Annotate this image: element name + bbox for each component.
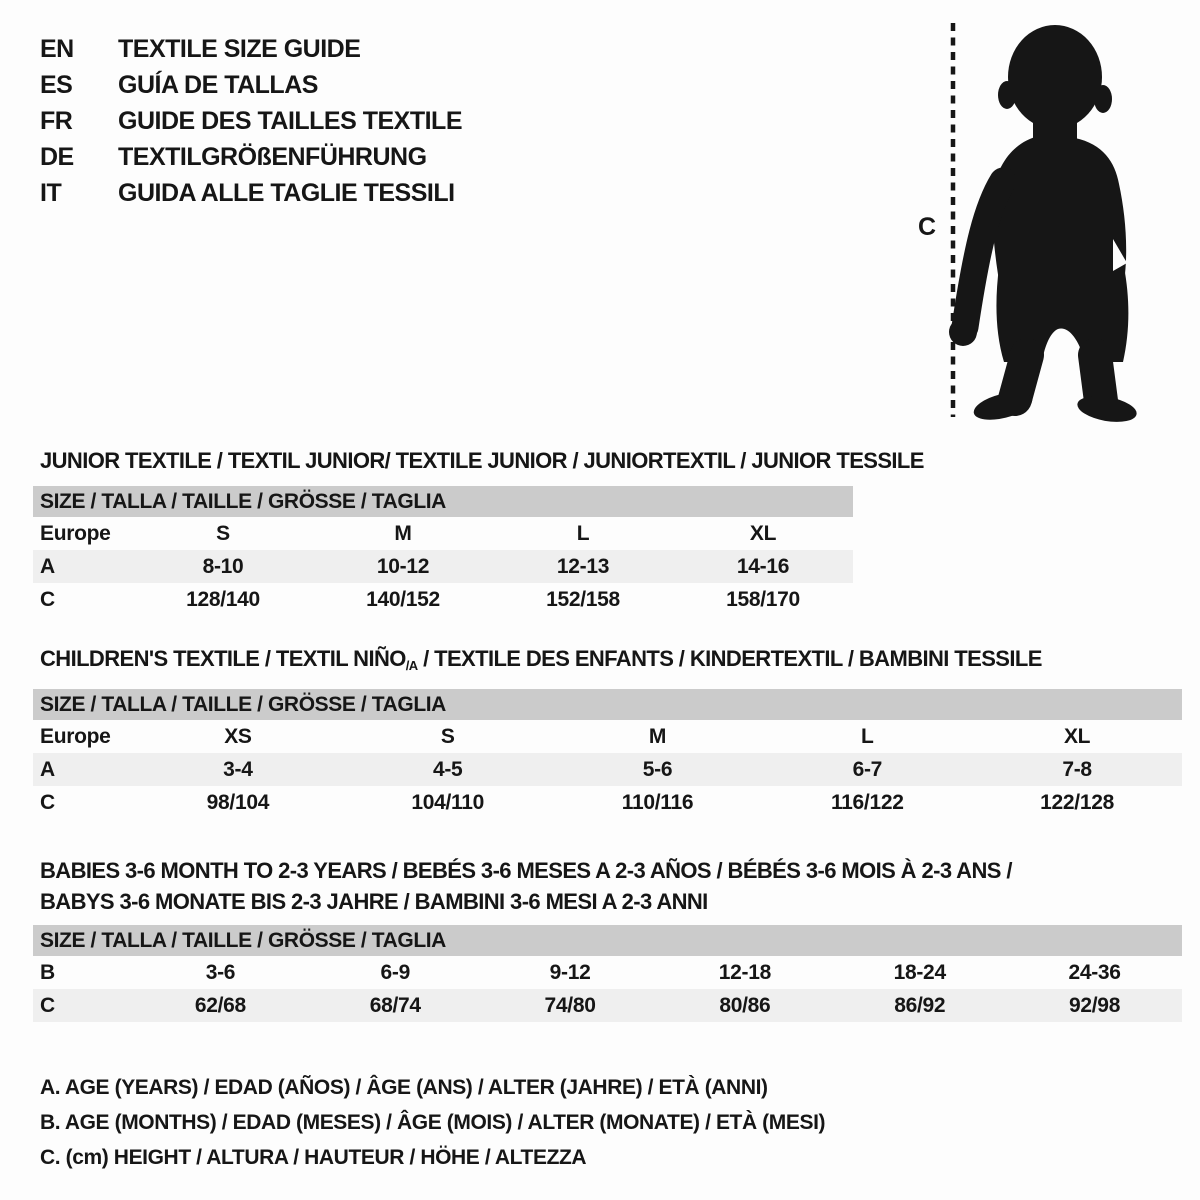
row-label: Europe xyxy=(40,724,111,748)
babies-section xyxy=(33,855,1200,1022)
language-row-en xyxy=(40,31,462,67)
language-code: FR xyxy=(40,107,73,135)
height-cell: 116/122 xyxy=(830,790,904,814)
page-header xyxy=(0,0,1200,440)
age-cell: 12-13 xyxy=(556,554,610,578)
size-header-bar: SIZE / TALLA / TAILLE / GRÖSSE / TAGLIA xyxy=(33,486,853,517)
height-cell: 158/170 xyxy=(726,587,800,611)
age-cell: 8-10 xyxy=(202,554,244,578)
table-row-height xyxy=(33,786,1182,819)
age-cell: 14-16 xyxy=(736,554,790,578)
height-cell: 62/68 xyxy=(194,993,246,1017)
row-label: A xyxy=(40,554,55,578)
size-cell: XL xyxy=(749,521,777,545)
age-cell: 7-8 xyxy=(1062,757,1092,781)
babies-size-table xyxy=(33,925,1182,1022)
language-row-es xyxy=(40,67,462,103)
months-cell: 24-36 xyxy=(1068,960,1121,984)
table-row-months xyxy=(33,956,1182,989)
months-cell: 9-12 xyxy=(549,960,591,984)
table-row-age xyxy=(33,753,1182,786)
height-cell: 74/80 xyxy=(544,993,596,1017)
children-title-sub: /A xyxy=(405,658,418,673)
size-header-bar: SIZE / TALLA / TAILLE / GRÖSSE / TAGLIA xyxy=(33,925,1182,956)
months-cell: 3-6 xyxy=(205,960,236,984)
height-cell: 122/128 xyxy=(1040,790,1114,814)
size-cell: M xyxy=(394,521,412,545)
babies-title-line1: BABIES 3-6 MONTH TO 2-3 YEARS / BEBÉS 3-6 MESES A 2-3 AÑOS / BÉBÉS 3-6 MOIS À 2-3 ANS / xyxy=(40,858,1012,883)
table-row-height xyxy=(33,583,853,616)
height-cell: 128/140 xyxy=(186,587,260,611)
language-code: DE xyxy=(40,143,74,171)
height-cell: 152/158 xyxy=(546,587,620,611)
guide-title-fr: GUIDE DES TAILLES TEXTILE xyxy=(118,107,463,135)
size-cell: XL xyxy=(1063,724,1091,748)
height-cell: 140/152 xyxy=(366,587,440,611)
babies-title-line2: BABYS 3-6 MONATE BIS 2-3 JAHRE / BAMBINI 3-6 MESI A 2-3 ANNI xyxy=(40,889,708,914)
children-section-title xyxy=(33,646,1200,673)
language-row-fr xyxy=(40,103,462,139)
language-code: IT xyxy=(40,179,62,207)
height-cell: 110/116 xyxy=(621,790,694,814)
guide-title-en: TEXTILE SIZE GUIDE xyxy=(118,35,361,63)
toddler-silhouette-graphic xyxy=(915,15,1155,423)
age-cell: 5-6 xyxy=(642,757,673,781)
guide-title-it: GUIDA ALLE TAGLIE TESSILI xyxy=(118,179,455,207)
junior-section xyxy=(33,448,1200,616)
language-code: ES xyxy=(40,71,73,99)
junior-size-table xyxy=(33,486,853,616)
language-code: EN xyxy=(40,35,74,63)
children-size-table xyxy=(33,689,1182,819)
size-cell: L xyxy=(576,521,590,545)
table-row-age xyxy=(33,550,853,583)
age-cell: 6-7 xyxy=(852,757,883,781)
months-cell: 12-18 xyxy=(718,960,771,984)
legend-line-b: B. AGE (MONTHS) / EDAD (MESES) / ÂGE (MOIS) / ALTER (MONATE) / ETÀ (MESI) xyxy=(40,1111,826,1134)
children-title-post: / TEXTILE DES ENFANTS / KINDERTEXTIL / BAMBINI TESSILE xyxy=(417,646,1042,671)
months-cell: 6-9 xyxy=(380,960,410,984)
size-cell: M xyxy=(648,724,667,748)
toddler-silhouette xyxy=(949,25,1139,423)
height-cell: 86/92 xyxy=(894,993,946,1017)
size-cell: XS xyxy=(224,724,252,748)
height-cell: 98/104 xyxy=(206,790,270,814)
legend-line-c: C. (cm) HEIGHT / ALTURA / HAUTEUR / HÖHE / ALTEZZA xyxy=(40,1146,587,1169)
language-title-list xyxy=(40,15,462,440)
table-row-europe xyxy=(33,517,853,550)
guide-title-es: GUÍA DE TALLAS xyxy=(118,71,318,99)
row-label: Europe xyxy=(40,521,111,545)
height-measure-label: C xyxy=(918,213,937,241)
age-cell: 3-4 xyxy=(223,757,253,781)
children-section xyxy=(33,646,1200,819)
language-row-it xyxy=(40,175,462,211)
legend-line-a: A. AGE (YEARS) / EDAD (AÑOS) / ÂGE (ANS) / ALTER (JAHRE) / ETÀ (ANNI) xyxy=(40,1076,768,1099)
months-cell: 18-24 xyxy=(893,960,946,984)
junior-section-title: JUNIOR TEXTILE / TEXTIL JUNIOR/ TEXTILE JUNIOR / JUNIORTEXTIL / JUNIOR TESSILE xyxy=(40,448,924,473)
size-cell: S xyxy=(440,724,455,748)
age-cell: 10-12 xyxy=(376,554,430,578)
children-title-pre: CHILDREN'S TEXTILE / TEXTIL NIÑO xyxy=(40,646,406,671)
row-label: A xyxy=(40,757,55,781)
height-cell: 104/110 xyxy=(411,790,485,814)
row-label: C xyxy=(40,790,55,814)
age-cell: 4-5 xyxy=(432,757,463,781)
row-label: B xyxy=(40,960,55,984)
row-label: C xyxy=(40,587,55,611)
table-row-height xyxy=(33,989,1182,1022)
size-cell: L xyxy=(861,724,874,748)
height-cell: 80/86 xyxy=(719,993,771,1017)
height-cell: 92/98 xyxy=(1069,993,1121,1017)
height-measure-figure xyxy=(885,15,1155,423)
table-row-europe xyxy=(33,720,1182,753)
legend xyxy=(40,1070,1200,1175)
language-row-de xyxy=(40,139,462,175)
row-label: C xyxy=(40,993,55,1017)
guide-title-de: TEXTILGRÖßENFÜHRUNG xyxy=(118,143,427,171)
size-cell: S xyxy=(216,521,230,545)
size-header-bar: SIZE / TALLA / TAILLE / GRÖSSE / TAGLIA xyxy=(33,689,1182,720)
height-cell: 68/74 xyxy=(369,993,421,1017)
babies-section-titles xyxy=(33,855,1200,917)
